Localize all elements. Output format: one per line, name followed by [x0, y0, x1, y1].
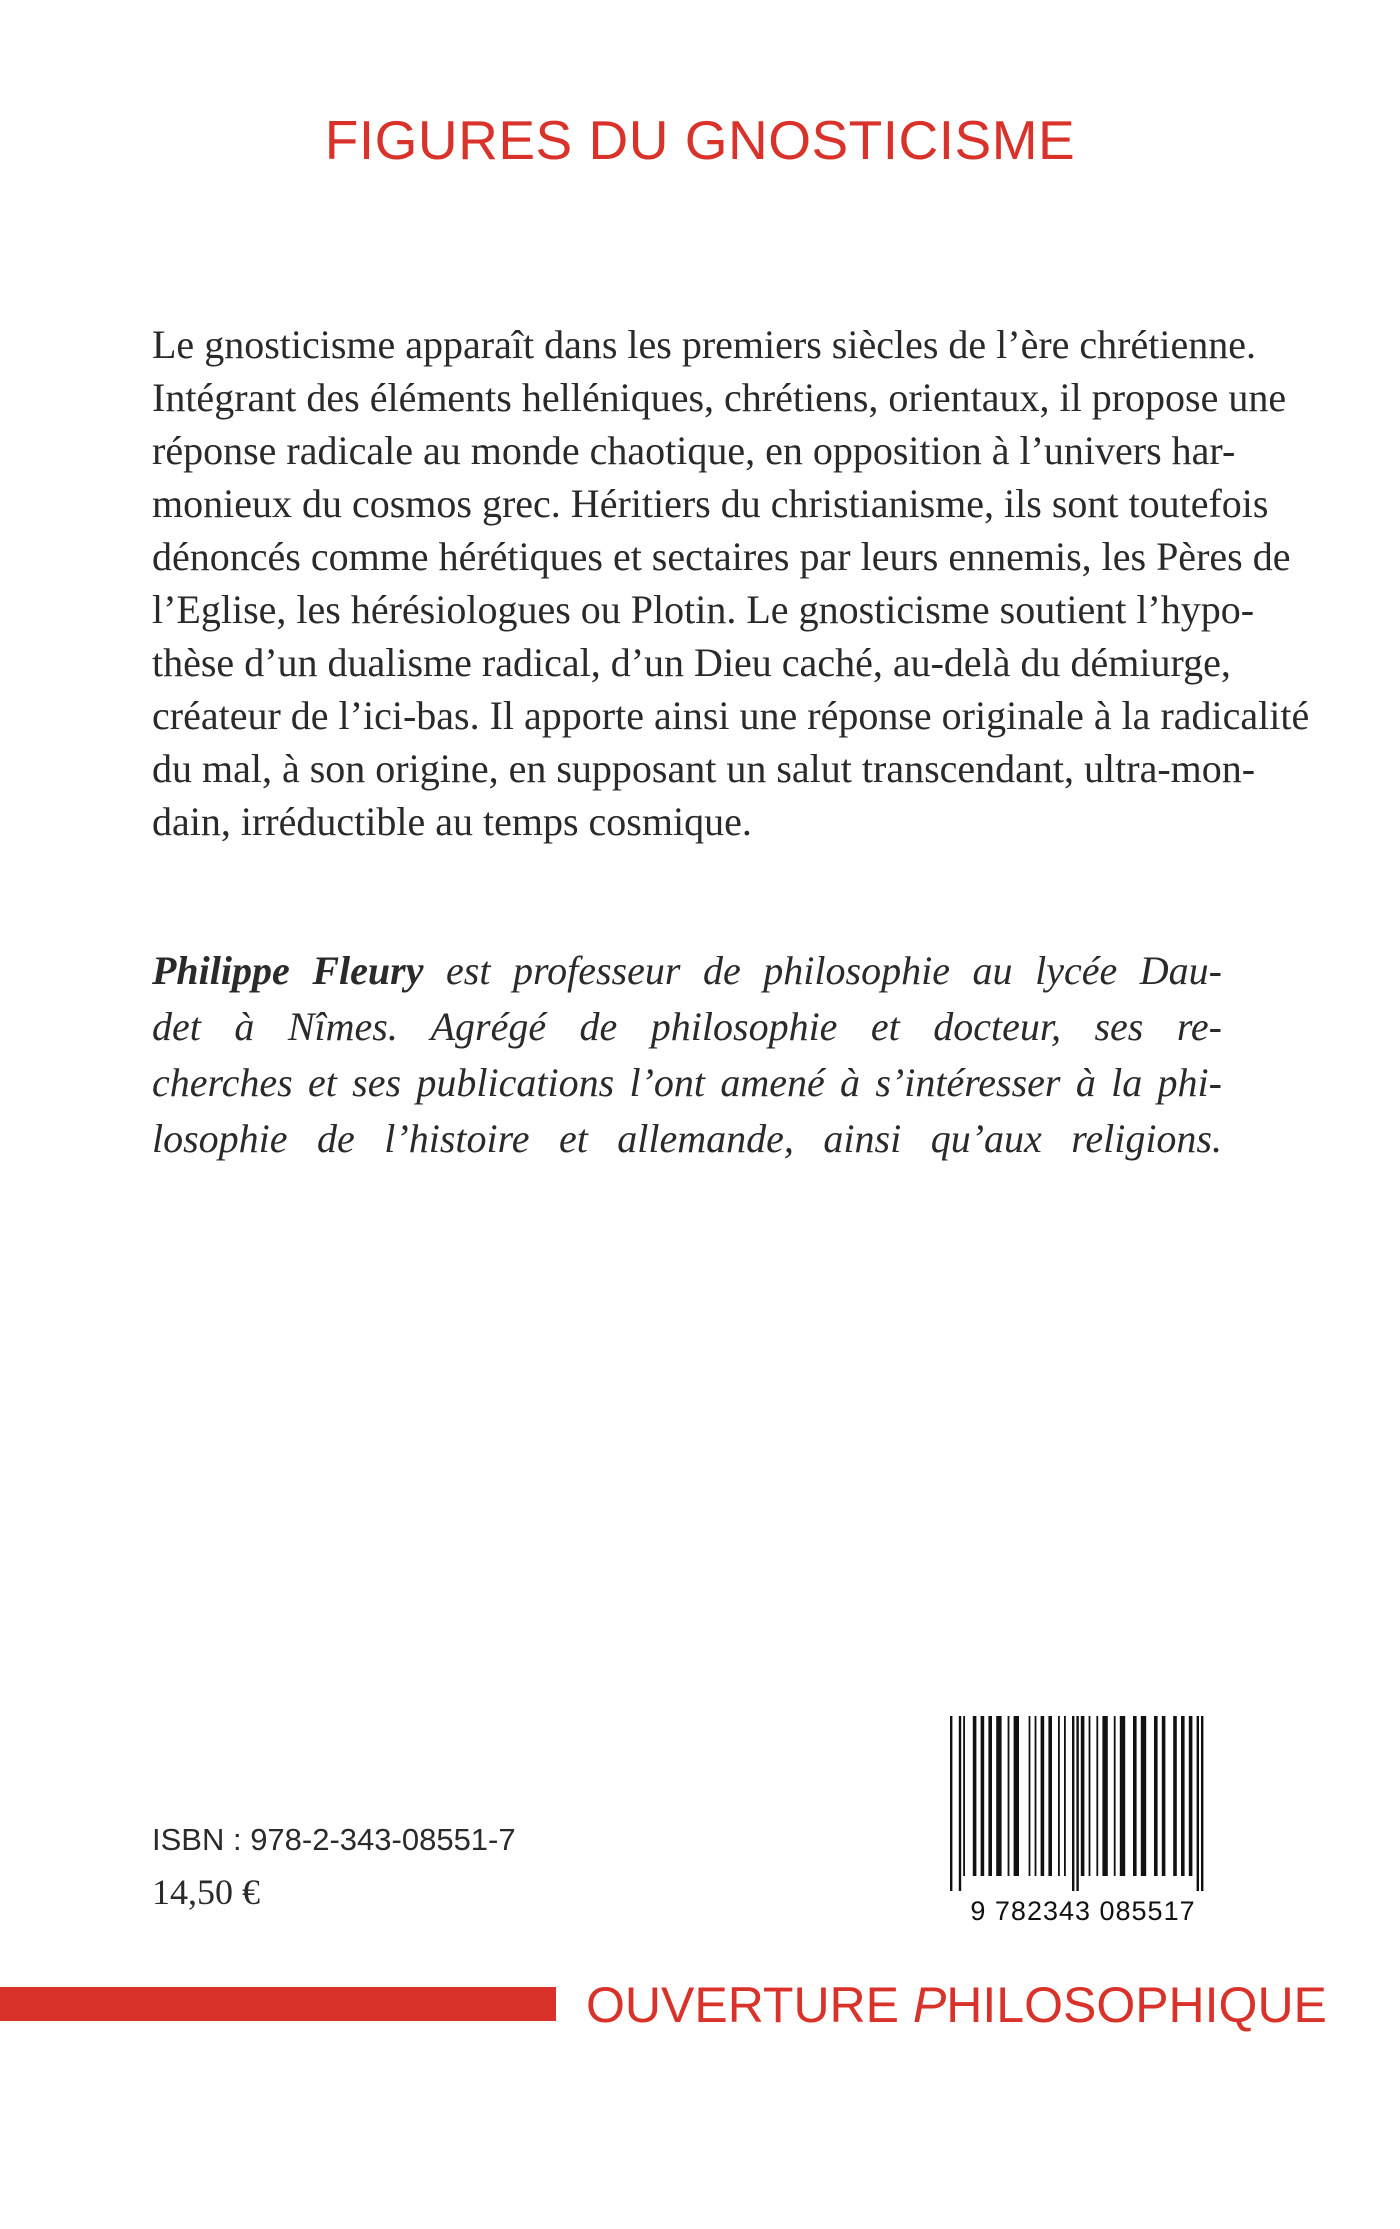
book-summary — [152, 318, 1310, 848]
barcode-bar — [1058, 1716, 1060, 1876]
collection-name — [586, 1976, 1327, 2034]
barcode-bar — [1102, 1716, 1107, 1876]
book-price: 14,50 € — [152, 1872, 260, 1912]
summary-line: monieux du cosmos grec. Héritiers du christianisme, ils sont toutefois — [152, 481, 1269, 526]
barcode-bar — [981, 1716, 985, 1876]
barcode — [940, 1716, 1226, 1926]
summary-line: Intégrant des éléments helléniques, chrétiens, orientaux, il propose une — [152, 375, 1287, 420]
summary-line: dénoncés comme hérétiques et sectaires par leurs ennemis, les Pères de — [152, 534, 1291, 579]
bio-line — [152, 943, 1222, 999]
barcode-bar — [1089, 1716, 1091, 1876]
barcode-bar — [959, 1716, 961, 1891]
barcode-bar — [1035, 1716, 1037, 1876]
barcode-bar — [1197, 1716, 1199, 1891]
barcode-bar — [1114, 1716, 1116, 1876]
bio-line: det à Nîmes. Agrégé de philosophie et docteur, ses re- — [152, 1004, 1222, 1049]
barcode-digits: 9 782343 085517 — [970, 1896, 1196, 1926]
barcode-bar — [1096, 1716, 1098, 1876]
collection-name-part: OUVERTURE — [586, 1977, 913, 2033]
barcode-bar — [1008, 1716, 1010, 1876]
barcode-bar — [950, 1716, 952, 1891]
summary-line: thèse d’un dualisme radical, d’un Dieu caché, au-delà du démiurge, — [152, 640, 1231, 685]
bio-line: cherches et ses publications l’ont amené à s’intéresser à la phi- — [152, 1060, 1222, 1105]
barcode-bar — [988, 1716, 992, 1876]
author-bio — [152, 943, 1222, 1167]
barcode-bar — [1133, 1716, 1137, 1876]
barcode-bar — [1120, 1716, 1125, 1876]
barcode-bar — [1029, 1716, 1031, 1876]
barcode-bar — [1072, 1716, 1074, 1891]
isbn-number: ISBN : 978-2-343-08551-7 — [152, 1822, 516, 1857]
summary-line: réponse radicale au monde chaotique, en opposition à l’univers har- — [152, 428, 1236, 473]
author-name: Philippe Fleury — [152, 948, 424, 993]
summary-line: l’Eglise, les hérésiologues ou Plotin. Le gnosticisme soutient l’hypo- — [152, 587, 1255, 632]
barcode-bar — [1189, 1716, 1193, 1876]
barcode-bar — [963, 1716, 965, 1876]
barcode-bar — [973, 1716, 977, 1876]
summary-line: dain, irréductible au temps cosmique. — [152, 799, 752, 844]
bio-line: losophie de l’histoire et allemande, ainsi qu’aux religions. — [152, 1116, 1222, 1161]
collection-name-part: HILOSOPHIQUE — [946, 1977, 1327, 2033]
summary-line: Le gnosticisme apparaît dans les premiers siècles de l’ère chrétienne. — [152, 322, 1256, 367]
barcode-bar — [1081, 1716, 1085, 1876]
summary-line: créateur de l’ici-bas. Il apporte ainsi une réponse originale à la radicalité — [152, 693, 1310, 738]
barcode-bar — [1041, 1716, 1045, 1876]
barcode-bar — [1064, 1716, 1066, 1876]
barcode-bar — [1014, 1716, 1019, 1876]
barcode-bar — [1173, 1716, 1177, 1876]
book-title: FIGURES DU GNOSTICISME — [324, 109, 1076, 171]
barcode-bar — [1076, 1716, 1078, 1891]
summary-line: du mal, à son origine, en supposant un salut transcendant, ultra-mon- — [152, 746, 1256, 791]
collection-name-part: P — [912, 1977, 947, 2033]
barcode-bar — [1162, 1716, 1166, 1876]
barcode-bar — [996, 1716, 1001, 1876]
barcode-bars — [950, 1716, 1203, 1891]
barcode-bar — [1201, 1716, 1203, 1891]
barcode-bar — [1181, 1716, 1185, 1876]
bio-text: est professeur de philosophie au lycée Dau- — [423, 948, 1222, 993]
barcode-bar — [1048, 1716, 1052, 1876]
barcode-bar — [1141, 1716, 1146, 1876]
collection-red-band — [0, 1987, 556, 2021]
barcode-bar — [1154, 1716, 1158, 1876]
